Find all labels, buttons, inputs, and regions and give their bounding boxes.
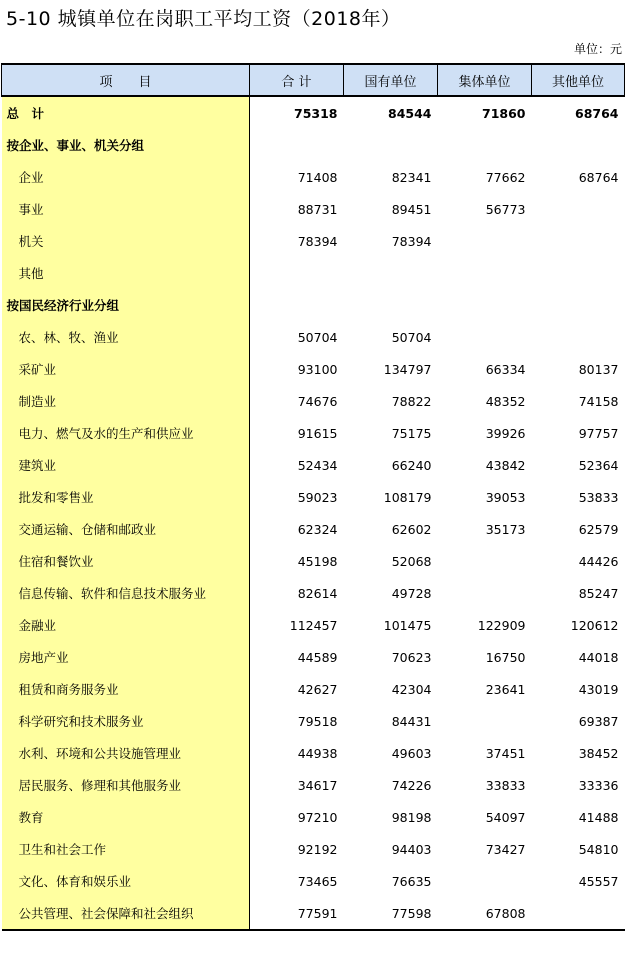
cell-total xyxy=(250,289,344,321)
cell-state-owned: 76635 xyxy=(391,873,432,889)
cell-collective xyxy=(438,129,532,161)
cell-state-owned: 70623 xyxy=(391,649,432,665)
cell-total: 88731 xyxy=(297,201,338,217)
cell-collective: 66334 xyxy=(485,361,526,377)
table-row xyxy=(2,129,625,161)
table-row xyxy=(2,353,625,385)
row-label: 金融业 xyxy=(2,609,250,641)
row-label: 交通运输、仓储和邮政业 xyxy=(2,513,250,545)
cell-collective: 54097 xyxy=(485,809,526,825)
table-row xyxy=(2,769,625,801)
row-label: 按企业、事业、机关分组 xyxy=(2,129,250,161)
cell-other xyxy=(532,897,625,930)
cell-collective: 43842 xyxy=(485,457,526,473)
cell-state-owned: 89451 xyxy=(391,201,432,217)
table-header xyxy=(2,64,625,96)
cell-collective xyxy=(438,545,532,577)
row-label: 批发和零售业 xyxy=(2,481,250,513)
row-label: 企业 xyxy=(2,161,250,193)
cell-total: 42627 xyxy=(297,681,338,697)
table-row xyxy=(2,417,625,449)
row-label: 事业 xyxy=(2,193,250,225)
table-body xyxy=(2,96,625,930)
cell-collective xyxy=(438,225,532,257)
table-row xyxy=(2,801,625,833)
cell-total: 34617 xyxy=(297,777,338,793)
cell-collective: 37451 xyxy=(485,745,526,761)
row-label: 卫生和社会工作 xyxy=(2,833,250,865)
table-row xyxy=(2,257,625,289)
cell-other: 54810 xyxy=(578,841,619,857)
cell-total: 79518 xyxy=(297,713,338,729)
table-row xyxy=(2,673,625,705)
cell-other: 44426 xyxy=(578,553,619,569)
cell-collective: 73427 xyxy=(485,841,526,857)
cell-collective: 33833 xyxy=(485,777,526,793)
row-label: 农、林、牧、渔业 xyxy=(2,321,250,353)
table-row xyxy=(2,193,625,225)
table-row xyxy=(2,609,625,641)
cell-total: 78394 xyxy=(297,233,338,249)
cell-total: 93100 xyxy=(297,361,338,377)
cell-collective: 48352 xyxy=(485,393,526,409)
table-row xyxy=(2,481,625,513)
cell-total: 75318 xyxy=(294,105,338,121)
cell-other: 45557 xyxy=(578,873,619,889)
row-label: 水利、环境和公共设施管理业 xyxy=(2,737,250,769)
row-label: 按国民经济行业分组 xyxy=(2,289,250,321)
cell-collective: 77662 xyxy=(485,169,526,185)
cell-total: 59023 xyxy=(297,489,338,505)
cell-total: 97210 xyxy=(297,809,338,825)
cell-collective xyxy=(438,577,532,609)
cell-state-owned: 84544 xyxy=(388,105,432,121)
row-label: 租赁和商务服务业 xyxy=(2,673,250,705)
header-collective: 集体单位 xyxy=(438,64,532,96)
row-label: 其他 xyxy=(2,257,250,289)
cell-state-owned xyxy=(344,257,438,289)
cell-total: 62324 xyxy=(297,521,338,537)
cell-other: 38452 xyxy=(578,745,619,761)
cell-collective: 122909 xyxy=(477,617,526,633)
cell-collective: 35173 xyxy=(485,521,526,537)
cell-state-owned: 84431 xyxy=(391,713,432,729)
cell-other: 80137 xyxy=(578,361,619,377)
cell-state-owned: 101475 xyxy=(383,617,432,633)
cell-total: 82614 xyxy=(297,585,338,601)
cell-state-owned: 77598 xyxy=(344,897,438,930)
cell-total: 50704 xyxy=(297,329,338,345)
cell-collective xyxy=(438,321,532,353)
cell-total: 45198 xyxy=(297,553,338,569)
row-label: 教育 xyxy=(2,801,250,833)
header-other: 其他单位 xyxy=(532,64,625,96)
table-row xyxy=(2,641,625,673)
table-row xyxy=(2,449,625,481)
table-row xyxy=(2,833,625,865)
cell-total: 74676 xyxy=(297,393,338,409)
cell-state-owned: 108179 xyxy=(383,489,432,505)
row-label: 房地产业 xyxy=(2,641,250,673)
cell-state-owned: 42304 xyxy=(391,681,432,697)
cell-other: 53833 xyxy=(578,489,619,505)
cell-other: 62579 xyxy=(578,521,619,537)
cell-collective xyxy=(438,705,532,737)
header-total: 合 计 xyxy=(250,64,344,96)
cell-collective: 39053 xyxy=(485,489,526,505)
cell-state-owned: 78822 xyxy=(391,393,432,409)
cell-state-owned: 62602 xyxy=(391,521,432,537)
cell-other xyxy=(532,321,625,353)
cell-other: 41488 xyxy=(578,809,619,825)
row-label: 住宿和餐饮业 xyxy=(2,545,250,577)
table-row xyxy=(2,545,625,577)
cell-state-owned: 52068 xyxy=(391,553,432,569)
table-row xyxy=(2,225,625,257)
cell-total xyxy=(250,129,344,161)
cell-state-owned xyxy=(344,129,438,161)
cell-total: 112457 xyxy=(289,617,338,633)
cell-other: 68764 xyxy=(575,105,619,121)
cell-other: 68764 xyxy=(578,169,619,185)
cell-collective: 23641 xyxy=(485,681,526,697)
cell-other: 120612 xyxy=(570,617,619,633)
cell-other: 74158 xyxy=(578,393,619,409)
cell-other: 33336 xyxy=(578,777,619,793)
cell-collective: 71860 xyxy=(482,105,526,121)
row-label: 居民服务、修理和其他服务业 xyxy=(2,769,250,801)
cell-total xyxy=(250,257,344,289)
page-title: 5-10 城镇单位在岗职工平均工资（2018年） xyxy=(6,8,401,30)
cell-state-owned: 74226 xyxy=(391,777,432,793)
cell-other xyxy=(532,289,625,321)
table-row xyxy=(2,385,625,417)
cell-state-owned: 50704 xyxy=(391,329,432,345)
cell-collective: 16750 xyxy=(485,649,526,665)
cell-state-owned: 66240 xyxy=(391,457,432,473)
cell-state-owned: 78394 xyxy=(391,233,432,249)
cell-other xyxy=(532,193,625,225)
cell-other: 69387 xyxy=(578,713,619,729)
row-label: 公共管理、社会保障和社会组织 xyxy=(2,897,250,930)
cell-collective xyxy=(438,289,532,321)
cell-state-owned: 49603 xyxy=(391,745,432,761)
table-row xyxy=(2,96,625,129)
cell-total: 71408 xyxy=(297,169,338,185)
table-row xyxy=(2,161,625,193)
header-state-owned: 国有单位 xyxy=(344,64,438,96)
cell-state-owned: 75175 xyxy=(391,425,432,441)
cell-total: 92192 xyxy=(297,841,338,857)
cell-state-owned xyxy=(344,289,438,321)
table-row xyxy=(2,321,625,353)
cell-total: 44589 xyxy=(297,649,338,665)
cell-other: 44018 xyxy=(578,649,619,665)
cell-other: 43019 xyxy=(578,681,619,697)
table-row xyxy=(2,737,625,769)
table-row xyxy=(2,865,625,897)
row-label: 总 计 xyxy=(2,96,250,129)
table-row xyxy=(2,289,625,321)
cell-state-owned: 98198 xyxy=(391,809,432,825)
header-item: 项 目 xyxy=(2,64,250,96)
wage-table xyxy=(1,63,625,931)
cell-total: 73465 xyxy=(297,873,338,889)
cell-state-owned: 49728 xyxy=(391,585,432,601)
cell-other: 97757 xyxy=(578,425,619,441)
cell-collective: 67808 xyxy=(438,897,532,930)
row-label: 信息传输、软件和信息技术服务业 xyxy=(2,577,250,609)
cell-collective xyxy=(438,257,532,289)
table-row xyxy=(2,897,625,930)
cell-other xyxy=(532,225,625,257)
row-label: 电力、燃气及水的生产和供应业 xyxy=(2,417,250,449)
row-label: 制造业 xyxy=(2,385,250,417)
row-label: 文化、体育和娱乐业 xyxy=(2,865,250,897)
cell-other xyxy=(532,257,625,289)
row-label: 建筑业 xyxy=(2,449,250,481)
cell-collective: 39926 xyxy=(485,425,526,441)
cell-other: 85247 xyxy=(578,585,619,601)
cell-total: 91615 xyxy=(297,425,338,441)
cell-other: 52364 xyxy=(578,457,619,473)
table-row xyxy=(2,577,625,609)
row-label: 采矿业 xyxy=(2,353,250,385)
row-label: 机关 xyxy=(2,225,250,257)
row-label: 科学研究和技术服务业 xyxy=(2,705,250,737)
cell-total: 52434 xyxy=(297,457,338,473)
cell-state-owned: 94403 xyxy=(391,841,432,857)
cell-state-owned: 134797 xyxy=(383,361,432,377)
cell-state-owned: 82341 xyxy=(391,169,432,185)
cell-collective: 56773 xyxy=(485,201,526,217)
cell-total: 44938 xyxy=(297,745,338,761)
cell-total: 77591 xyxy=(250,897,344,930)
cell-other xyxy=(532,129,625,161)
table-row xyxy=(2,705,625,737)
unit-label: 单位：元 xyxy=(573,42,622,56)
cell-collective xyxy=(438,865,532,897)
table-row xyxy=(2,513,625,545)
